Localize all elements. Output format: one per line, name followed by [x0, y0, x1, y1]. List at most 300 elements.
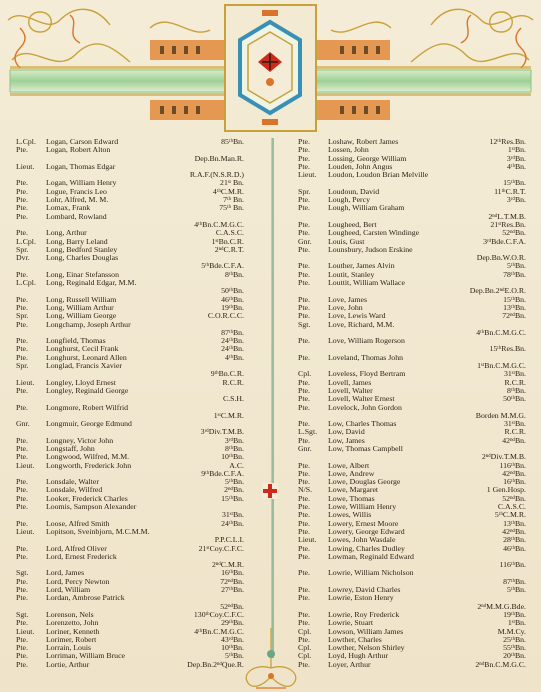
roll-entry — [298, 387, 526, 395]
entry-name: Lorimer, Robert — [46, 635, 97, 644]
entry-unit: 116ᵗʰBn. — [499, 560, 526, 570]
entry-rank: Spr. — [16, 312, 29, 321]
entry-rank: Gnr. — [16, 420, 30, 429]
entry-name: Love, Lewis Ward — [328, 312, 386, 321]
entry-rank: Pte. — [298, 138, 310, 146]
roll-entry — [298, 486, 526, 494]
entry-name: Long, William Arthur — [46, 303, 114, 312]
entry-unit: 11ᵗʰC.R.T. — [494, 186, 526, 196]
entry-unit: 13ᵗʰBn. — [503, 302, 526, 312]
entry-name: Lounsbury, Judson Erskine — [328, 245, 413, 254]
entry-unit: 12ᵗʰRes.Bn. — [489, 137, 526, 146]
roll-entry — [16, 296, 244, 304]
entry-rank: Pte. — [16, 436, 28, 445]
entry-unit: 24ᵗʰBn. — [221, 344, 244, 354]
entry-unit: 29ᵗʰBn. — [221, 618, 244, 628]
entry-name: Lonsdale, Walter — [46, 478, 99, 487]
entry-name: Lonsdale, Wilfred — [46, 486, 103, 495]
entry-name: Longfield, Thomas — [46, 337, 106, 346]
entry-rank: Pte. — [16, 196, 28, 205]
entry-rank: Pte. — [16, 478, 28, 487]
entry-unit: 5ᵗʰBn. — [225, 651, 244, 661]
roll-entry — [16, 404, 244, 412]
roll-entry — [16, 636, 244, 644]
entry-name: Lowe, Thomas — [328, 494, 375, 503]
roll-entry — [16, 354, 244, 362]
entry-unit: 16ᵗʰBn. — [221, 568, 244, 578]
entry-rank: Pte. — [16, 577, 28, 586]
roll-entry — [16, 586, 244, 594]
entry-unit: 4ᵗʰBn. — [507, 161, 526, 171]
roll-entry — [298, 395, 526, 403]
roll-entry — [16, 196, 244, 204]
entry-name: Lortie, Arthur — [46, 660, 90, 669]
entry-name: Lovell, James — [328, 378, 372, 387]
entry-name: Lowes, John Wasdale — [328, 536, 396, 545]
entry-name: Lowe, Andrew — [328, 469, 375, 478]
entry-rank: Pte. — [298, 162, 310, 171]
roll-entry — [16, 412, 244, 420]
entry-name: Lowman, Reginald Edward — [328, 552, 414, 561]
entry-unit: 2ⁿᵈM.M.G.Bde. — [477, 601, 526, 611]
entry-rank: Pte. — [298, 279, 310, 288]
roll-entry — [298, 628, 526, 636]
entry-unit: P.P.C.L.I. — [214, 535, 244, 545]
entry-unit: 43ʳᵈBn. — [221, 634, 244, 644]
roll-entry — [298, 553, 526, 561]
roll-entry — [298, 312, 526, 320]
entry-unit: 5ᵗʰBn. — [507, 261, 526, 271]
roll-entry — [298, 619, 526, 627]
roll-entry — [298, 569, 526, 577]
entry-rank: Pte. — [16, 229, 28, 238]
entry-rank: L.Sgt. — [298, 428, 318, 437]
entry-unit: 13ᵗʰBn. — [503, 518, 526, 528]
roll-entry — [16, 204, 244, 212]
roll-entry — [16, 661, 244, 669]
entry-name: Lord, Ernest Frederick — [46, 552, 117, 561]
roll-entry — [298, 586, 526, 594]
entry-rank: Pte. — [16, 179, 28, 188]
entry-unit: 10ᵗʰBn. — [221, 452, 244, 462]
entry-rank: Pte. — [298, 569, 310, 578]
roll-entry — [16, 329, 244, 337]
entry-name: Lomax, Frank — [46, 204, 91, 213]
entry-rank: Pte. — [16, 187, 28, 196]
entry-rank: Pte. — [298, 544, 310, 553]
entry-name: Lowrey, David Charles — [328, 586, 401, 595]
roll-entry — [16, 179, 244, 187]
entry-rank: Pte. — [298, 552, 310, 561]
entry-unit: 87ᵗʰBn. — [221, 327, 244, 337]
entry-unit: C.O.R.C.C. — [207, 311, 244, 321]
entry-name: Lougheed, Bert — [328, 220, 377, 229]
entry-rank: Dvr. — [16, 254, 30, 263]
entry-name: Loyd, Hugh Arthur — [328, 652, 388, 661]
entry-name: Loshaw, Robert James — [328, 138, 399, 146]
left-column — [16, 138, 244, 669]
entry-name: Love, John — [328, 303, 363, 312]
entry-unit: 7ᵗʰ Bn. — [223, 195, 244, 205]
entry-unit: 15ᵗʰRes.Bn. — [489, 344, 526, 354]
entry-name: Louttit, William Wallace — [328, 279, 405, 288]
entry-name: Lowther, Nelson Shirley — [328, 644, 405, 653]
entry-name: Longhurst, Leonard Allen — [46, 353, 127, 362]
entry-name: Loutit, Stanley — [328, 270, 375, 279]
entry-name: Looker, Frederick Charles — [46, 494, 128, 503]
entry-unit: 4ᵗʰBn.C.M.G.C. — [476, 327, 526, 337]
entry-rank: Lieut. — [16, 627, 35, 636]
roll-entry — [298, 603, 526, 611]
entry-rank: Pte. — [16, 552, 28, 561]
entry-name: Lord, William — [46, 586, 91, 595]
entry-name: Long, Charles Douglas — [46, 254, 119, 263]
entry-rank: Pte. — [298, 403, 310, 412]
entry-rank: Pte. — [16, 503, 28, 512]
entry-name: Love, James — [328, 295, 367, 304]
entry-rank: Pte. — [16, 303, 28, 312]
entry-name: Lorrain, Louis — [46, 644, 92, 653]
roll-entry — [298, 345, 526, 353]
entry-rank: Gnr. — [298, 237, 312, 246]
roll-entry — [298, 412, 526, 420]
entry-rank: Sgt. — [16, 610, 29, 619]
roll-entry — [16, 362, 244, 370]
entry-name: Lowe, William Henry — [328, 503, 397, 512]
entry-name: Lorenson, Nels — [46, 610, 94, 619]
roll-entry — [16, 345, 244, 353]
entry-name: Lord, James — [46, 569, 85, 578]
entry-unit: 4ᵗʰC.M.R. — [212, 186, 244, 196]
roll-entry — [16, 138, 244, 146]
roll-entry — [298, 254, 526, 262]
roll-entry — [298, 370, 526, 378]
roll-entry — [298, 221, 526, 229]
roll-entry — [16, 379, 244, 387]
entry-name: Longworth, Frederick John — [46, 461, 132, 470]
entry-unit: 1 Gen.Hosp. — [486, 485, 526, 495]
entry-rank: Pte. — [16, 652, 28, 661]
entry-unit: 1ˢᵗC.M.R. — [213, 410, 244, 420]
entry-unit: R.A.F.(N.S.R.D.) — [189, 170, 244, 180]
entry-rank: Pte. — [16, 486, 28, 495]
entry-unit: 52ⁿᵈBn. — [502, 493, 526, 503]
roll-entry — [16, 503, 244, 511]
roll-entry — [298, 287, 526, 295]
entry-name: Logan, Robert Alton — [46, 146, 111, 155]
roll-entry — [298, 304, 526, 312]
entry-name: Lowe, Margaret — [328, 486, 379, 495]
entry-rank: Pte. — [16, 386, 28, 395]
entry-name: Loomis, Sampson Alexander — [46, 503, 137, 512]
roll-entry — [16, 569, 244, 577]
entry-name: Longwood, Wilfred, M.M. — [46, 453, 130, 462]
entry-unit: 9ᵗʰBde.C.F.A. — [201, 468, 244, 478]
roll-entry — [298, 453, 526, 461]
roll-entry — [16, 578, 244, 586]
entry-unit: 4ᵗʰBn.C.M.G.C. — [194, 626, 244, 636]
entry-unit: 10ᵗʰBn. — [221, 643, 244, 653]
entry-rank: Pte. — [16, 544, 28, 553]
entry-rank: Pte. — [298, 478, 310, 487]
roll-entry — [16, 221, 244, 229]
roll-entry — [298, 420, 526, 428]
entry-rank: Pte. — [298, 303, 310, 312]
entry-rank: Pte. — [16, 619, 28, 628]
red-cross-icon — [262, 483, 278, 499]
roll-entry — [298, 495, 526, 503]
roll-entry — [16, 445, 244, 453]
entry-name: Longlad, Francis Xavier — [46, 362, 122, 371]
entry-unit: C.S.H. — [222, 394, 244, 404]
entry-rank: Lieut. — [298, 536, 317, 545]
entry-rank: Sgt. — [298, 320, 311, 329]
entry-unit: R.C.R. — [222, 377, 244, 387]
roll-entry — [16, 370, 244, 378]
entry-name: Longney, Victor John — [46, 436, 114, 445]
entry-name: Louis, Gust — [328, 237, 365, 246]
entry-unit: 5ᵗʰBn. — [507, 585, 526, 595]
roll-entry — [298, 196, 526, 204]
entry-rank: Pte. — [16, 444, 28, 453]
entry-rank: Pte. — [298, 660, 310, 669]
entry-name: Loyer, Arthur — [328, 660, 371, 669]
entry-rank: Pte. — [16, 146, 28, 155]
entry-unit: 72ⁿᵈBn. — [220, 576, 244, 586]
entry-name: Lowing, Charles Dudley — [328, 544, 405, 553]
entry-unit: 46ᵗʰBn. — [221, 294, 244, 304]
entry-name: Lord, Alfred Oliver — [46, 544, 107, 553]
entry-name: Lordan, Ambrose Patrick — [46, 594, 125, 603]
roll-entry — [298, 238, 526, 246]
entry-unit: 78ᵗʰBn. — [503, 269, 526, 279]
ornamental-header — [0, 0, 541, 135]
entry-unit: Borden M.M.G. — [475, 410, 526, 420]
entry-rank: Sgt. — [16, 569, 29, 578]
roll-entry — [16, 628, 244, 636]
entry-rank: Pte. — [298, 378, 310, 387]
roll-entry — [298, 296, 526, 304]
roll-entry — [16, 188, 244, 196]
roll-entry — [298, 379, 526, 387]
roll-entry — [16, 238, 244, 246]
entry-name: Lowe, Douglas George — [328, 478, 401, 487]
entry-rank: Pte. — [16, 660, 28, 669]
entry-rank: Pte. — [16, 345, 28, 354]
entry-name: Loudoun, David — [328, 187, 380, 196]
entry-name: Lowrie, Eston Henry — [328, 594, 394, 603]
roll-entry — [16, 478, 244, 486]
entry-unit: 1ˢᵗBn. — [507, 618, 526, 628]
entry-rank: Pte. — [298, 420, 310, 429]
entry-unit: 5ᵗʰC.M.R. — [494, 510, 526, 520]
roll-entry — [298, 470, 526, 478]
entry-rank: N/S. — [298, 486, 313, 495]
roll-entry — [16, 495, 244, 503]
roll-entry — [298, 611, 526, 619]
entry-name: Longmuir, George Edmund — [46, 420, 132, 429]
roll-entry — [16, 321, 244, 329]
entry-name: Lovell, Walter — [328, 386, 373, 395]
entry-unit: 52ⁿᵈBn. — [502, 228, 526, 238]
entry-rank: Pte. — [16, 353, 28, 362]
entry-name: Longhurst, Cecil Frank — [46, 345, 119, 354]
entry-unit: 20ᵗʰBn. — [503, 651, 526, 661]
entry-rank: Pte. — [16, 270, 28, 279]
entry-unit: 3ʳᵈBn. — [506, 195, 526, 205]
entry-name: Lovell, Walter Ernest — [328, 395, 395, 404]
entry-unit: 72ⁿᵈBn. — [502, 311, 526, 321]
entry-unit: C.A.S.C. — [215, 228, 244, 238]
entry-rank: Cpl. — [298, 644, 312, 653]
entry-name: Lorriman, William Bruce — [46, 652, 126, 661]
entry-name: Lombard, Rowland — [46, 212, 107, 221]
entry-unit: 130ᵗʰCoy.C.F.C. — [193, 609, 244, 619]
entry-rank: Pte. — [298, 436, 310, 445]
entry-unit: 42ⁿᵈBn. — [502, 435, 526, 445]
roll-entry — [16, 470, 244, 478]
entry-rank: Pte. — [298, 353, 310, 362]
entry-unit: 31ˢᵗBn. — [222, 510, 244, 520]
entry-name: Lougheed, Carsten Windinge — [328, 229, 420, 238]
roll-entry — [16, 287, 244, 295]
entry-name: Lossen, John — [328, 146, 369, 155]
entry-name: Lough, William Graham — [328, 204, 405, 213]
entry-unit: M.M.Cy. — [497, 626, 526, 636]
entry-unit: 3ʳᵈDiv.T.M.B. — [200, 427, 244, 437]
entry-unit: 8ᵗʰBn. — [225, 269, 244, 279]
entry-rank: Gnr. — [298, 444, 312, 453]
entry-name: Loveless, Floyd Bertram — [328, 370, 406, 379]
entry-rank: Lieut. — [16, 162, 35, 171]
roll-entry — [298, 644, 526, 652]
entry-rank: Pte. — [298, 461, 310, 470]
entry-name: Lohr, Alfred, M. M. — [46, 196, 109, 205]
entry-unit: 25ᵗʰBn. — [503, 634, 526, 644]
roll-entry — [16, 155, 244, 163]
roll-entry — [16, 271, 244, 279]
entry-unit: 31ˢᵗBn. — [504, 419, 526, 429]
entry-name: Longley, Reginald George — [46, 386, 129, 395]
entry-rank: Lieut. — [298, 171, 317, 180]
entry-rank: Pte. — [16, 320, 28, 329]
entry-rank: Pte. — [298, 386, 310, 395]
entry-rank: Pte. — [16, 295, 28, 304]
roll-entry — [298, 138, 526, 146]
entry-name: Lowson, William James — [328, 627, 404, 636]
entry-name: Long, Einar Stefansson — [46, 270, 119, 279]
entry-name: Lowery, Ernest Moore — [328, 519, 399, 528]
entry-unit: 8ᵗʰBn. — [507, 385, 526, 395]
roll-entry — [16, 428, 244, 436]
entry-name: Lorenzetto, John — [46, 619, 99, 628]
entry-rank: Pte. — [16, 635, 28, 644]
roll-entry — [298, 163, 526, 171]
entry-rank: Pte. — [298, 503, 310, 512]
entry-rank: Pte. — [16, 204, 28, 213]
roll-entry — [298, 545, 526, 553]
entry-name: Low, David — [328, 428, 365, 437]
entry-rank: Lieut. — [16, 527, 35, 536]
roll-entry — [298, 437, 526, 445]
entry-unit: 3ʳᵈBde.C.F.A. — [483, 236, 526, 246]
entry-unit: 87ᵗʰBn. — [503, 576, 526, 586]
entry-unit: 15ᵗʰBn. — [503, 294, 526, 304]
entry-rank: Pte. — [16, 453, 28, 462]
entry-name: Lowery, George Edward — [328, 527, 405, 536]
entry-unit: 55ᵗʰBn. — [503, 643, 526, 653]
roll-entry — [298, 179, 526, 187]
roll-entry — [16, 337, 244, 345]
entry-rank: Cpl. — [298, 627, 312, 636]
entry-rank: Cpl. — [298, 652, 312, 661]
entry-name: Longley, Lloyd Ernest — [46, 378, 116, 387]
roll-entry — [16, 520, 244, 528]
entry-rank: Pte. — [298, 295, 310, 304]
entry-name: Lovelock, John Gordon — [328, 403, 402, 412]
roll-entry — [16, 528, 244, 536]
entry-name: Loveland, Thomas John — [328, 353, 403, 362]
roll-entry — [16, 262, 244, 270]
entry-rank: L.Cpl. — [16, 138, 36, 146]
roll-entry — [16, 453, 244, 461]
entry-rank: Pte. — [298, 245, 310, 254]
roll-entry — [16, 229, 244, 237]
entry-rank: Pte. — [298, 494, 310, 503]
entry-unit: 9ᵗʰBn.C.R. — [210, 369, 244, 379]
entry-unit: 1ˢᵗBn.C.R. — [211, 236, 244, 246]
entry-unit: 19ᵗʰBn. — [221, 302, 244, 312]
central-medallion — [225, 5, 316, 131]
entry-rank: Pte. — [298, 527, 310, 536]
entry-name: Low, Charles Thomas — [328, 420, 397, 429]
entry-name: Lowrie, Stuart — [328, 619, 374, 628]
roll-entry — [16, 594, 244, 602]
right-column — [298, 138, 526, 669]
entry-unit: 28ᵗʰBn. — [503, 535, 526, 545]
entry-rank: Pte. — [16, 494, 28, 503]
entry-name: Lowrie, William Nicholson — [328, 569, 414, 578]
roll-entry — [298, 636, 526, 644]
roll-entry — [298, 520, 526, 528]
roll-entry — [16, 387, 244, 395]
entry-unit: 2ⁿᵈC.R.T. — [214, 244, 244, 254]
roll-entry — [298, 329, 526, 337]
entry-unit: 21ˢᵗRes.Bn. — [490, 219, 526, 229]
roll-entry — [298, 578, 526, 586]
entry-name: Logan, William Henry — [46, 179, 117, 188]
entry-name: Louden, John Angus — [328, 162, 393, 171]
roll-entry — [16, 644, 244, 652]
entry-rank: Pte. — [298, 519, 310, 528]
entry-unit: 31ˢᵗBn. — [504, 369, 526, 379]
entry-unit: Dep.Bn.2ⁿᵈQue.R. — [187, 659, 244, 669]
entry-unit: 21ˢᵗCoy.C.F.C. — [198, 543, 244, 553]
roll-entry — [16, 279, 244, 287]
entry-rank: Pte. — [298, 395, 310, 404]
entry-rank: Pte. — [298, 270, 310, 279]
entry-name: Loudon, Loudon Brian Melville — [328, 171, 429, 180]
entry-name: Longstaff, John — [46, 444, 95, 453]
roll-entry — [298, 146, 526, 154]
entry-name: Loriner, Kenneth — [46, 627, 100, 636]
entry-rank: Cpl. — [298, 370, 312, 379]
entry-name: Lowrie, Roy Frederick — [328, 610, 400, 619]
entry-unit: Dep.Bn.W.O.R. — [476, 253, 526, 263]
entry-unit: 75ᵗʰ Bn. — [219, 203, 244, 213]
entry-rank: Pte. — [298, 469, 310, 478]
entry-name: Long, Bedford Stanley — [46, 245, 118, 254]
